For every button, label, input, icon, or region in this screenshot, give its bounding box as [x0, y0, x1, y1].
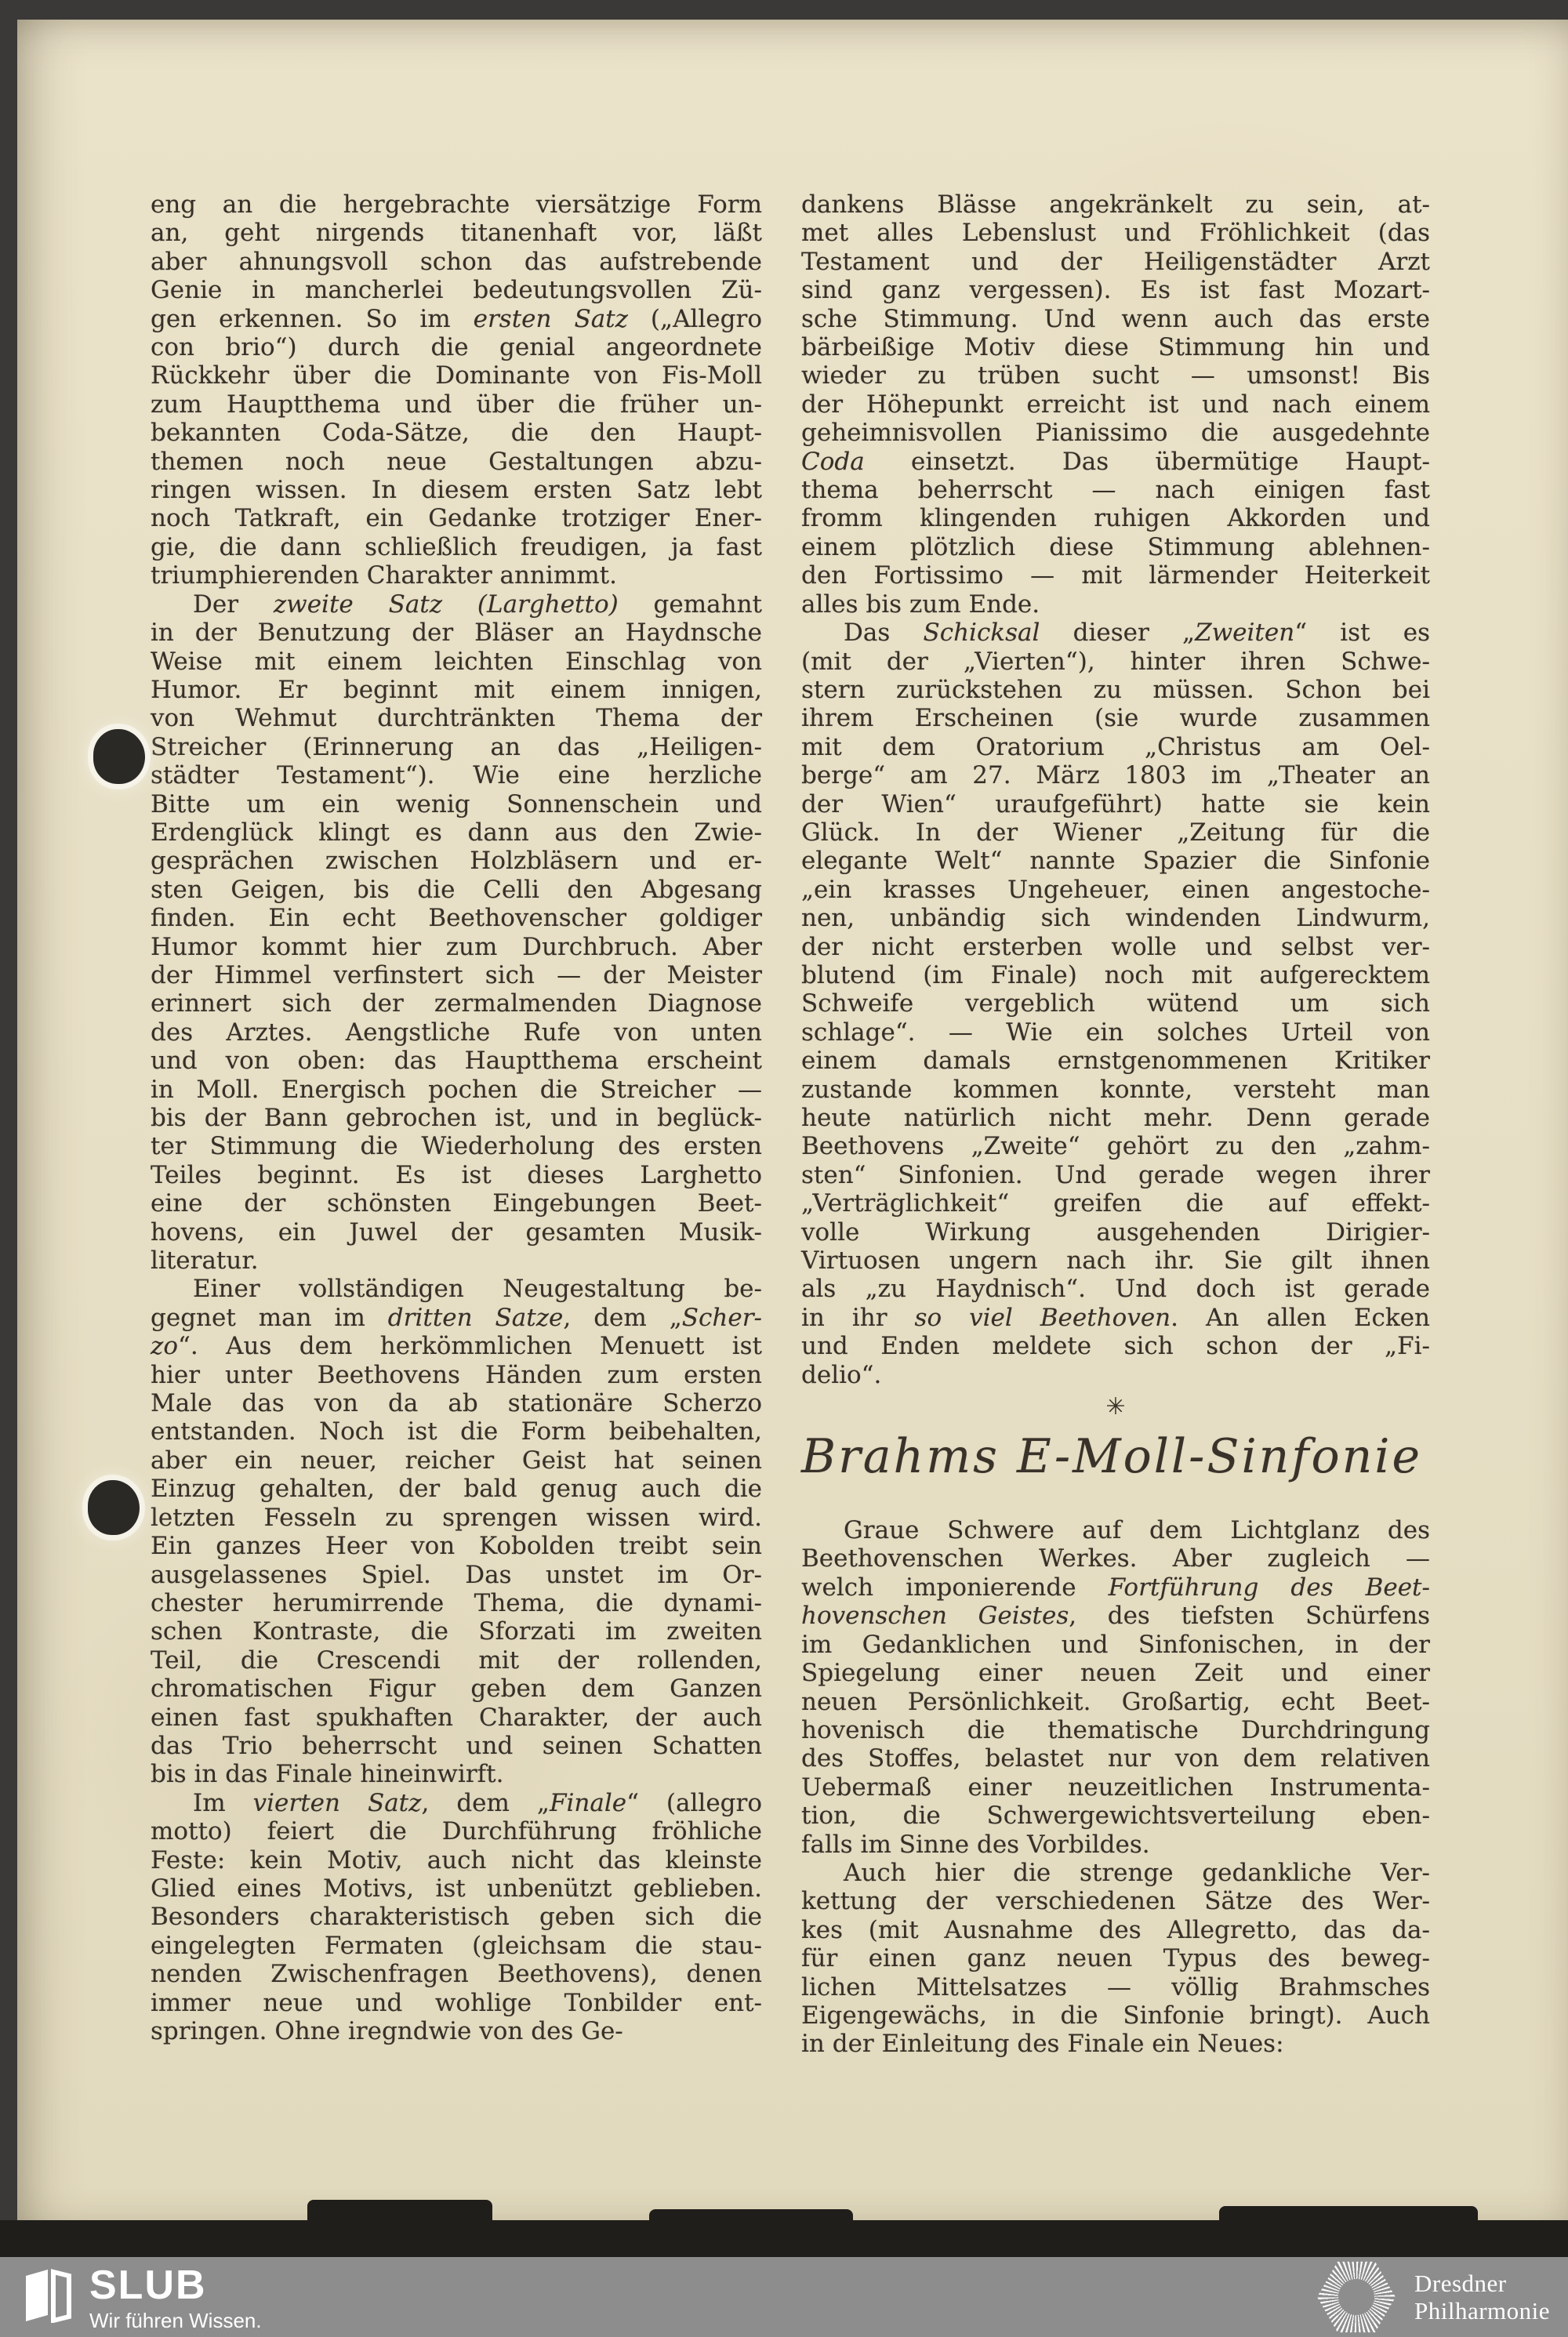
slub-wordmark: SLUB	[89, 2263, 207, 2308]
text-line: gesprächen zwischen Holzbläsern und er-	[151, 847, 762, 876]
text-column-left	[151, 191, 762, 2045]
text-line: volle Wirkung ausgehenden Dirigier-	[801, 1217, 1430, 1247]
text-line: Der zweite Satz (Larghetto) gemahnt	[193, 590, 763, 619]
text-line: mit dem Oratorium „Christus am Oel-	[801, 732, 1430, 761]
partner-name-line1: Dresdner	[1414, 2270, 1507, 2297]
paragraph	[801, 1859, 1430, 2059]
scan-edge-band	[0, 2220, 1568, 2257]
text-line: con brio“) durch die genial angeordnete	[151, 333, 762, 362]
text-line: sind ganz vergessen). Es ist fast Mozart-	[801, 276, 1430, 305]
text-line: Genie in mancherlei bedeutungsvollen Zü-	[151, 276, 762, 305]
text-line: kettung der verschiedenen Sätze des Wer-	[801, 1887, 1430, 1916]
text-line: literatur.	[151, 1247, 259, 1276]
text-line: eng an die hergebrachte viersätzige Form	[151, 191, 762, 219]
text-line: entstanden. Noch ist die Form beibehalten,	[151, 1417, 762, 1446]
text-line: der Höhepunkt erreicht ist und nach einem	[801, 390, 1430, 419]
text-line: für einen ganz neuen Typus des beweg-	[801, 1944, 1430, 1973]
text-line: Teil, die Crescendi mit der rollenden,	[151, 1646, 762, 1675]
text-line: elegante Welt“ nannte Spazier die Sinfonie	[801, 847, 1430, 876]
text-line: themen noch neue Gestaltungen abzu-	[151, 447, 762, 476]
text-line: blutend (im Finale) noch mit aufgerecktem	[801, 960, 1430, 989]
text-line: gegnet man im dritten Satze, dem „Scher-	[151, 1303, 762, 1332]
text-line: des Stoffes, belastet nur von dem relativen	[801, 1744, 1430, 1773]
text-line: Ein ganzes Heer von Kobolden treibt sein	[151, 1532, 762, 1561]
text-line: falls im Sinne des Vorbildes.	[801, 1830, 1150, 1859]
text-section-brahms	[801, 1516, 1430, 2059]
text-line: Humor. Er beginnt mit einem innigen,	[151, 675, 762, 704]
text-line: Rückkehr über die Dominante von Fis-Moll	[151, 361, 762, 390]
text-line: motto) feiert die Durchführung fröhliche	[151, 1817, 762, 1846]
text-line: gie, die dann schließlich freudigen, ja fast	[151, 532, 762, 561]
text-line: an, geht nirgends titanenhaft vor, läßt	[151, 219, 762, 248]
text-line: ter Stimmung die Wiederholung des ersten	[151, 1132, 762, 1161]
text-line: Besonders charakteristisch geben sich die	[151, 1903, 762, 1932]
text-line: städter Testament“). Wie eine herzliche	[151, 761, 762, 790]
text-line: als „zu Haydnisch“. Und doch ist gerade	[801, 1275, 1430, 1304]
slub-tagline: Wir führen Wissen.	[89, 2309, 262, 2332]
text-line: hovenisch die thematische Durchdringung	[801, 1715, 1430, 1744]
text-line: chromatischen Figur geben dem Ganzen	[151, 1675, 762, 1704]
starburst-hexagon-icon	[1317, 2259, 1396, 2335]
text-line: Das Schicksal dieser „Zweiten“ ist es	[844, 619, 1430, 648]
starburst-center-hole	[1338, 2279, 1374, 2315]
text-line: fromm klingenden ruhigen Akkorden und	[801, 504, 1430, 533]
text-line: lichen Mittelsatzes — völlig Brahmsches	[801, 1972, 1430, 2001]
text-line: letzten Fesseln zu sprengen wissen wird.	[151, 1503, 762, 1532]
text-line: Schweife vergeblich wütend um sich	[801, 989, 1430, 1018]
text-line: Coda einsetzt. Das übermütige Haupt-	[801, 447, 1430, 476]
text-line: aber ein neuer, reicher Geist hat seinen	[151, 1446, 762, 1475]
text-line: von Wehmut durchtränkten Thema der	[151, 704, 762, 733]
text-line: und von oben: das Hauptthema erscheint	[151, 1047, 762, 1076]
text-line: Beethovenschen Werkes. Aber zugleich —	[801, 1544, 1430, 1573]
partner-name	[1414, 2270, 1550, 2324]
text-line: Beethovens „Zweite“ gehört zu den „zahm-	[801, 1132, 1430, 1161]
text-line: Einer vollständigen Neugestaltung be-	[193, 1275, 762, 1304]
text-line: alles bis zum Ende.	[801, 590, 1040, 619]
text-line: Teiles beginnt. Es ist dieses Larghetto	[151, 1160, 762, 1189]
text-line: sten“ Sinfonien. Und gerade wegen ihrer	[801, 1160, 1430, 1189]
text-line: Humor kommt hier zum Durchbruch. Aber	[151, 932, 762, 961]
paragraph	[801, 1516, 1430, 1859]
text-line: bis der Bann gebrochen ist, und in beglück-	[151, 1104, 762, 1132]
text-line: heute natürlich nicht mehr. Denn gerade	[801, 1104, 1430, 1132]
text-line: erinnert sich der zermalmenden Diagnose	[151, 989, 762, 1018]
text-section-beethoven	[801, 191, 1430, 1389]
text-line: in der Benutzung der Bläser an Haydnsche	[151, 619, 762, 648]
text-line: delio“.	[801, 1360, 882, 1389]
paragraph	[801, 619, 1430, 1389]
text-line: bärbeißige Motiv diese Stimmung hin und	[801, 333, 1430, 362]
text-line: zustande kommen konnte, versteht man	[801, 1075, 1430, 1104]
text-line: sche Stimmung. Und wenn auch das erste	[801, 304, 1430, 333]
open-book-icon	[24, 2266, 72, 2323]
text-line: der nicht ersterben wolle und selbst ver-	[801, 932, 1430, 961]
paragraph	[151, 1789, 762, 2046]
text-line: Glied eines Motivs, ist unbenützt geblieben.	[151, 1874, 762, 1903]
asterisk-separator: ✳	[1105, 1392, 1126, 1421]
slub-text-block	[89, 2263, 262, 2332]
text-line: immer neue und wohlige Tonbilder ent-	[151, 1988, 762, 2017]
text-line: Feste: kein Motiv, auch nicht das kleinste	[151, 1845, 762, 1874]
text-line: hovens, ein Juwel der gesamten Musik-	[151, 1217, 762, 1247]
slub-logo[interactable]	[24, 2263, 262, 2332]
paragraph	[151, 191, 762, 590]
text-line: (mit der „Vierten“), hinter ihren Schwe-	[801, 647, 1430, 676]
text-line: bis in das Finale hineinwirft.	[151, 1760, 504, 1789]
text-line: ausgelassenes Spiel. Das unstet im Or-	[151, 1560, 762, 1589]
text-line: tion, die Schwergewichtsverteilung eben-	[801, 1802, 1430, 1831]
text-line: kes (mit Ausnahme des Allegretto, das da-	[801, 1915, 1430, 1944]
text-line: den Fortissimo — mit lärmender Heiterkeit	[801, 561, 1430, 590]
text-line: und Enden meldete sich schon der „Fi-	[801, 1332, 1430, 1361]
punch-hole	[88, 1480, 140, 1535]
text-line: schen Kontraste, die Sforzati im zweiten	[151, 1617, 762, 1646]
text-line: noch Tatkraft, ein Gedanke trotziger Ener-	[151, 504, 762, 533]
text-line: einem damals ernstgenommenen Kritiker	[801, 1047, 1430, 1076]
text-line: ihrem Erscheinen (sie wurde zusammen	[801, 704, 1430, 733]
text-line: nenden Zwischenfragen Beethovens), denen	[151, 1960, 762, 1989]
section-heading-brahms: Brahms E-Moll-Sinfonie	[801, 1429, 1422, 1485]
paragraph	[801, 191, 1430, 619]
text-line: Testament und der Heiligenstädter Arzt	[801, 247, 1430, 276]
text-line: Virtuosen ungern nach ihr. Sie gilt ihnen	[801, 1247, 1430, 1276]
text-line: Graue Schwere auf dem Lichtglanz des	[844, 1516, 1430, 1545]
text-line: der Wien“ uraufgeführt) hatte sie kein	[801, 789, 1430, 818]
viewer-footer	[0, 2257, 1568, 2337]
text-line: schlage“. — Wie ein solches Urteil von	[801, 1018, 1430, 1047]
text-line: springen. Ohne iregndwie von des Ge-	[151, 2017, 623, 2045]
text-line: zum Hauptthema und über die früher un-	[151, 390, 762, 419]
paragraph	[151, 1275, 762, 1788]
text-line: welch imponierende Fortführung des Beet-	[801, 1573, 1430, 1602]
text-line: aber ahnungsvoll schon das aufstrebende	[151, 247, 762, 276]
text-line: in ihr so viel Beethoven. An allen Ecken	[801, 1303, 1431, 1332]
text-line: Einzug gehalten, der bald genug auch die	[151, 1475, 762, 1504]
text-line: zo“. Aus dem herkömmlichen Menuett ist	[151, 1332, 762, 1361]
text-line: Streicher (Erinnerung an das „Heiligen-	[151, 732, 762, 761]
philharmonie-logo[interactable]	[1317, 2259, 1550, 2335]
text-line: Eigengewächs, in die Sinfonie bringt). Auch	[801, 2001, 1430, 2030]
text-line: finden. Ein echt Beethovenscher goldiger	[151, 904, 762, 933]
text-line: wieder zu trüben sucht — umsonst! Bis	[801, 361, 1430, 390]
text-line: eingelegten Fermaten (gleichsam die stau-	[151, 1931, 762, 1960]
text-line: gen erkennen. So im ersten Satz („Allegro	[151, 304, 762, 333]
text-line: Spiegelung einer neuen Zeit und einer	[801, 1659, 1430, 1688]
text-line: in Moll. Energisch pochen die Streicher —	[151, 1075, 762, 1104]
text-line: der Himmel verfinstert sich — der Meister	[151, 960, 762, 989]
text-line: neuen Persönlichkeit. Großartig, echt Beet-	[801, 1687, 1430, 1716]
text-line: geheimnisvollen Pianissimo die ausgedehnte	[801, 419, 1430, 448]
text-line: chester herumirrende Thema, die dynami-	[151, 1588, 762, 1617]
text-line: Male das von da ab stationäre Scherzo	[151, 1389, 762, 1418]
scanned-page	[17, 20, 1568, 2220]
text-line: berge“ am 27. März 1803 im „Theater an	[801, 761, 1430, 790]
partner-name-line2: Philharmonie	[1414, 2297, 1551, 2324]
text-line: stern zurückstehen zu müssen. Schon bei	[801, 675, 1430, 704]
text-line: triumphierenden Charakter annimmt.	[151, 561, 617, 590]
text-line: des Arztes. Aengstliche Rufe von unten	[151, 1018, 762, 1047]
paragraph	[151, 590, 762, 1276]
text-line: einem plötzlich diese Stimmung ablehnen-	[801, 532, 1430, 561]
text-line: Bitte um ein wenig Sonnenschein und	[151, 789, 762, 818]
text-line: Glück. In der Wiener „Zeitung für die	[801, 818, 1430, 847]
text-line: Im vierten Satz, dem „Finale“ (allegro	[193, 1788, 762, 1817]
text-line: „Verträglichkeit“ greifen die auf effekt-	[801, 1189, 1430, 1218]
text-line: eine der schönsten Eingebungen Beet-	[151, 1189, 762, 1218]
text-line: im Gedanklichen und Sinfonischen, in der	[801, 1630, 1430, 1659]
text-line: in der Einleitung des Finale ein Neues:	[801, 2030, 1284, 2059]
text-line: das Trio beherrscht und seinen Schatten	[151, 1731, 762, 1760]
text-line: ringen wissen. In diesem ersten Satz lebt	[151, 476, 762, 505]
text-line: nen, unbändig sich windenden Lindwurm,	[801, 904, 1430, 933]
text-line: hier unter Beethovens Händen zum ersten	[151, 1360, 762, 1389]
text-line: hovenschen Geistes, des tiefsten Schürfens	[801, 1602, 1430, 1631]
text-line: bekannten Coda-Sätze, die den Haupt-	[151, 419, 762, 448]
text-line: Weise mit einem leichten Einschlag von	[151, 647, 762, 676]
text-line: „ein krasses Ungeheuer, einen angestoche-	[801, 875, 1430, 904]
text-line: sten Geigen, bis die Celli den Abgesang	[151, 875, 762, 904]
text-line: einen fast spukhaften Charakter, der auch	[151, 1703, 762, 1732]
text-column-right	[801, 191, 1430, 2059]
text-line: dankens Blässe angekränkelt zu sein, at-	[801, 191, 1430, 219]
text-line: Erdenglück klingt es dann aus den Zwie-	[151, 818, 762, 847]
text-line: met alles Lebenslust und Fröhlichkeit (das	[801, 219, 1430, 248]
text-line: Uebermaß einer neuzeitlichen Instrumenta-	[801, 1773, 1430, 1802]
text-line: Auch hier die strenge gedankliche Ver-	[844, 1858, 1430, 1887]
text-line: thema beherrscht — nach einigen fast	[801, 476, 1430, 505]
punch-hole	[93, 729, 145, 784]
